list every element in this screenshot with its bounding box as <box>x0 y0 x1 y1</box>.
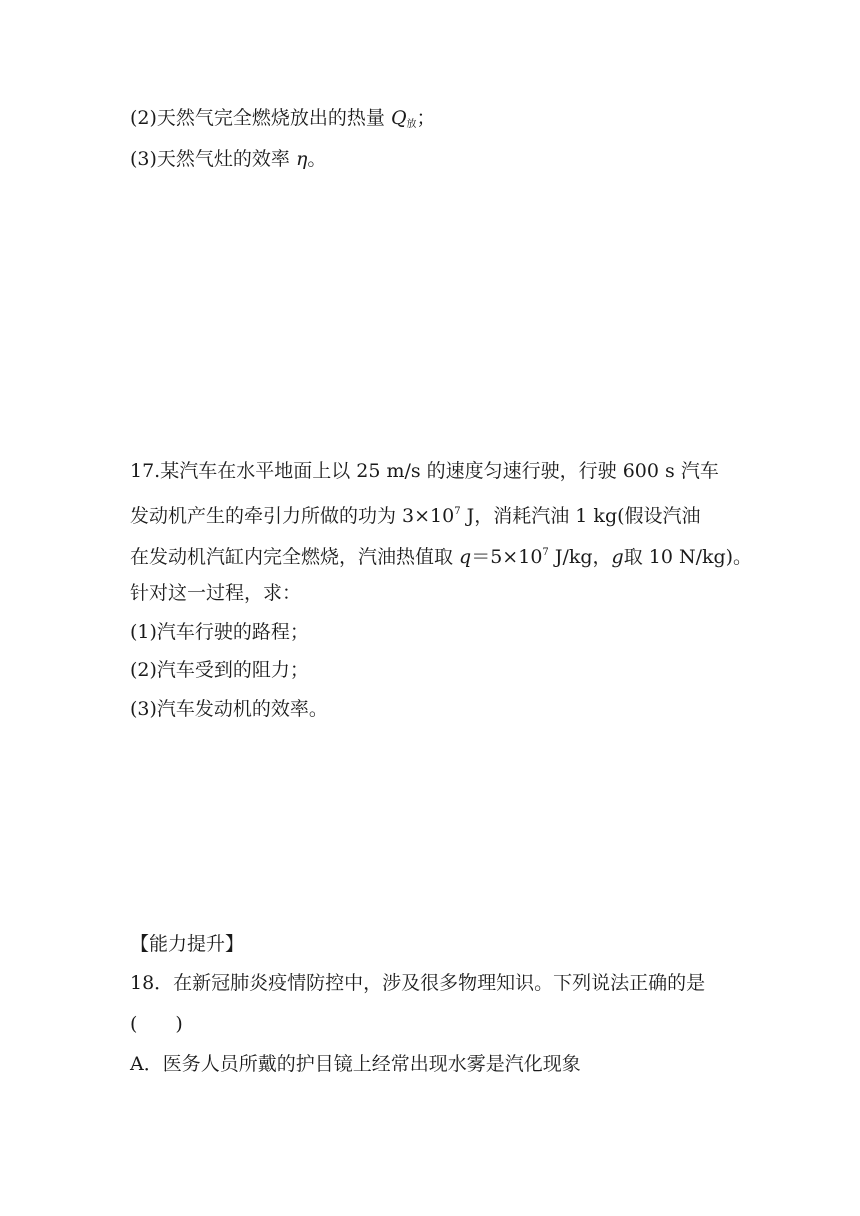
q16-part2-end: ； <box>416 107 436 129</box>
q17-line3-b: ＝5×10 <box>471 546 543 568</box>
q16-part3-end: 。 <box>307 148 327 170</box>
q16-part3-symbol: η <box>295 148 308 170</box>
q16-part2-subscript: 放 <box>406 119 417 130</box>
q17-line1: 17.某汽车在水平地面上以 25 m/s 的速度匀速行驶，行驶 600 s 汽车 <box>130 460 719 482</box>
q16-part2-text: (2)天然气完全燃烧放出的热量 <box>130 107 391 129</box>
q17-part2: (2)汽车受到的阻力； <box>130 659 309 681</box>
q16-part2 <box>130 106 436 137</box>
q17-line3-c: J/kg， <box>548 546 612 568</box>
q17-line2-b: J，消耗汽油 1 kg(假设汽油 <box>460 505 701 527</box>
q17-line2 <box>130 500 701 528</box>
q17-line4: 针对这一过程，求： <box>130 582 302 604</box>
q17-line3-q: q <box>459 546 472 568</box>
q17-line2-a: 发动机产生的牵引力所做的功为 3×10 <box>130 505 455 527</box>
q16-part2-symbol: Q <box>390 107 407 129</box>
q17-line2-exponent: 7 <box>454 506 461 517</box>
q17-line3-exponent: 7 <box>542 547 549 558</box>
q17-line3-d: 取 10 N/kg)。 <box>623 546 753 568</box>
q18-option-a: A．医务人员所戴的护目镜上经常出现水雾是汽化现象 <box>130 1053 581 1075</box>
q16-part3-text: (3)天然气灶的效率 <box>130 148 296 170</box>
q17-part1: (1)汽车行驶的路程； <box>130 621 309 643</box>
q18-answer-paren: ( ) <box>130 1013 183 1035</box>
q17-part3: (3)汽车发动机的效率。 <box>130 698 328 720</box>
section-title: 【能力提升】 <box>130 933 245 955</box>
q17-line3 <box>130 541 752 569</box>
q17-line3-g: g <box>611 546 624 568</box>
q18-stem: 18．在新冠肺炎疫情防控中，涉及很多物理知识。下列说法正确的是 <box>130 972 706 994</box>
q17-line3-a: 在发动机汽缸内完全燃烧，汽油热值取 <box>130 546 460 568</box>
q16-part3 <box>130 147 326 171</box>
